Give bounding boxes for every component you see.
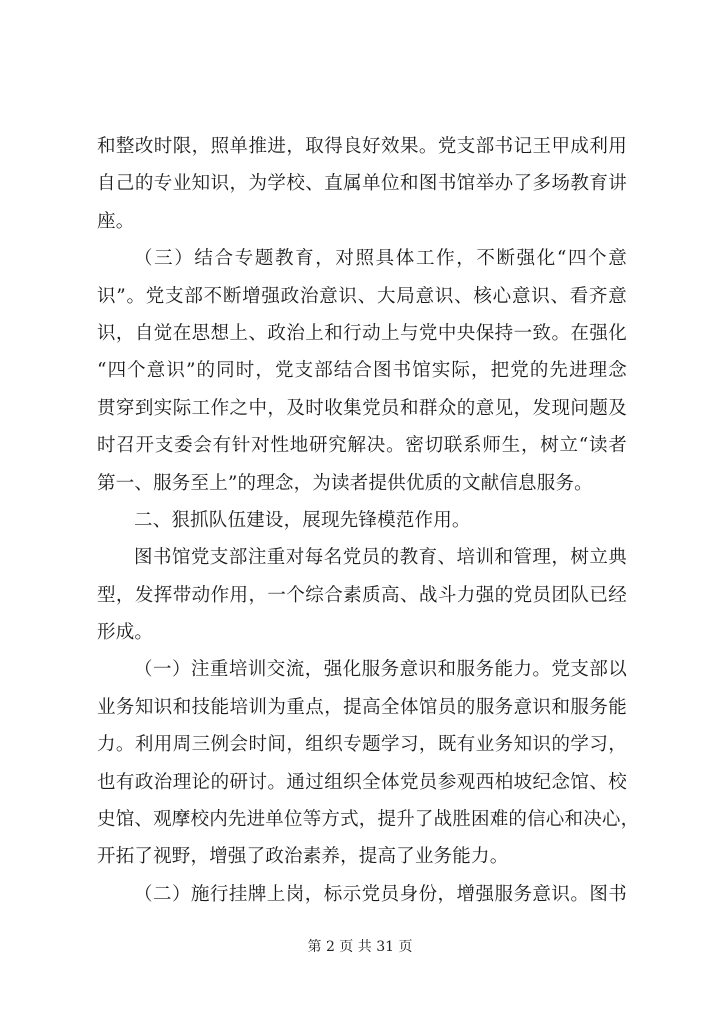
paragraph-6 (97, 876, 627, 913)
page-number-footer: 第 2 页 共 31 页 (307, 939, 413, 955)
text-line: 开拓了视野，增强了政治素养，提高了业务能力。 (97, 846, 509, 868)
text-line: 史馆、观摩校内先进单位等方式，提升了战胜困难的信心和决心， (97, 809, 640, 831)
text-line: 二、狠抓队伍建设，展现先锋模范作用。 (134, 509, 471, 531)
text-line: 座。 (97, 210, 135, 232)
text-line: 形成。 (97, 622, 154, 644)
text-line: 和整改时限，照单推进，取得良好效果。党支部书记王甲成利用 (97, 136, 627, 157)
text-line: 图书馆党支部注重对每名党员的教育、培训和管理，树立典 (134, 547, 627, 569)
section-heading (97, 502, 627, 539)
text-line: 型，发挥带动作用，一个综合素质高、战斗力强的党员团队已经 (97, 584, 627, 606)
text-line: 力。利用周三例会时间，组织专题学习，既有业务知识的学习， (97, 734, 627, 756)
text-line: “四个意识”的同时，党支部结合图书馆实际，把党的先进理念 (97, 360, 627, 382)
text-line: 也有政治理论的研讨。通过组织全体党员参观西柏坡纪念馆、校 (97, 771, 627, 793)
text-line: 时召开支委会有针对性地研究解决。密切联系师生，树立“读者 (97, 435, 627, 457)
text-line: 业务知识和技能培训为重点，提高全体馆员的服务意识和服务能 (97, 696, 627, 718)
paragraph-4 (97, 539, 627, 651)
text-line: 自己的专业知识，为学校、直属单位和图书馆举办了多场教育讲 (97, 173, 627, 195)
text-line: 第一、服务至上”的理念，为读者提供优质的文献信息服务。 (97, 472, 593, 494)
text-line: （三）结合专题教育，对照具体工作，不断强化“四个意 (134, 248, 627, 270)
body-text (97, 128, 640, 913)
paragraph-5 (97, 651, 640, 875)
text-line: 识，自觉在思想上、政治上和行动上与党中央保持一致。在强化 (97, 322, 627, 344)
paragraph-2 (97, 240, 627, 502)
text-line: （二）施行挂牌上岗，标示党员身份，增强服务意识。图书 (134, 883, 627, 905)
text-line: 识”。党支部不断增强政治意识、大局意识、核心意识、看齐意 (97, 285, 627, 307)
text-line: （一）注重培训交流，强化服务意识和服务能力。党支部以 (134, 659, 627, 681)
paragraph-1 (97, 128, 627, 240)
text-line: 贯穿到实际工作之中，及时收集党员和群众的意见，发现问题及 (97, 397, 627, 419)
